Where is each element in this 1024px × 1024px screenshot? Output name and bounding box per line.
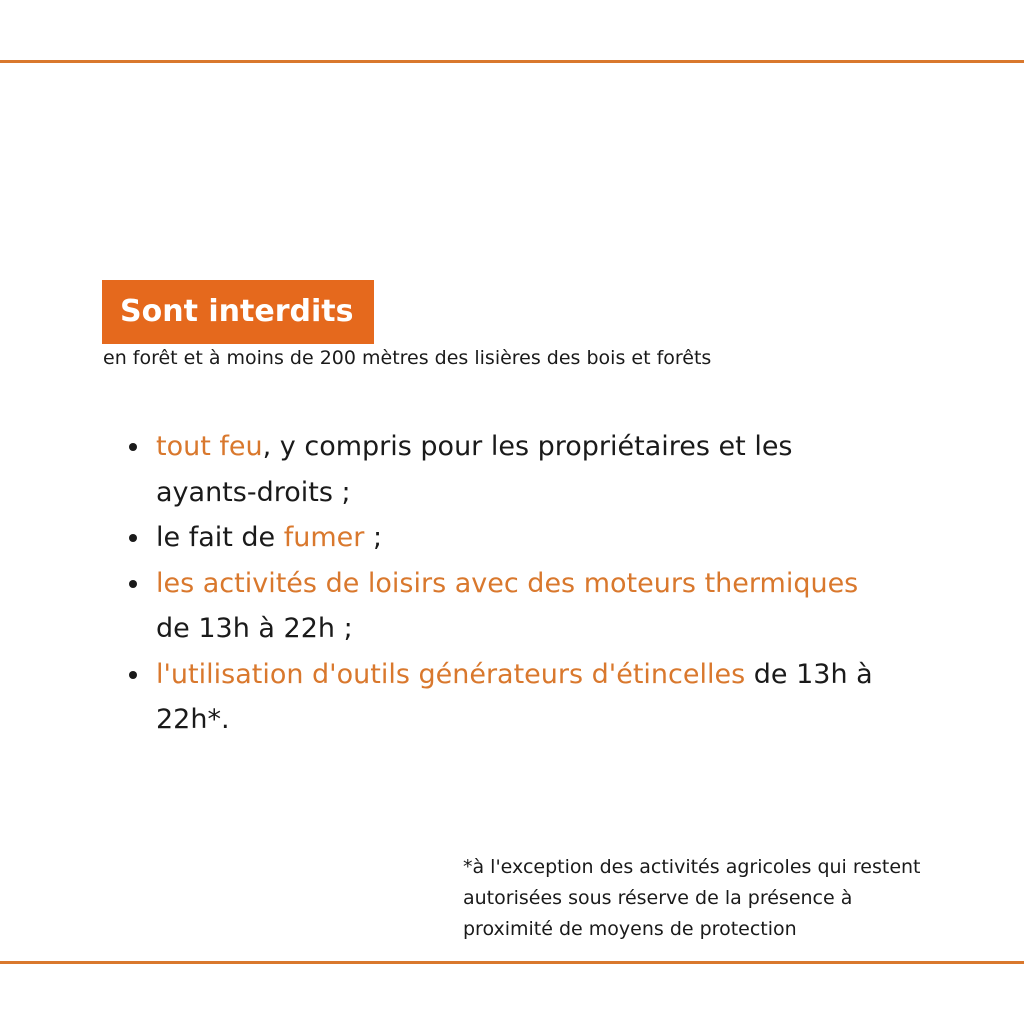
heading-badge bbox=[102, 280, 374, 344]
footnote-line: proximité de moyens de protection bbox=[463, 918, 797, 940]
item-text: , y compris pour les propriétaires et les ayants-droits ; bbox=[156, 431, 793, 508]
bullet-icon bbox=[129, 580, 137, 588]
bottom-divider bbox=[0, 961, 1024, 964]
footnote bbox=[463, 852, 1003, 945]
item-highlight: l'utilisation d'outils générateurs d'étincelles bbox=[156, 658, 746, 690]
list-item bbox=[120, 515, 900, 561]
list-item bbox=[120, 424, 900, 515]
item-text: de 13h à 22h ; bbox=[156, 613, 353, 644]
heading-title: Sont interdits bbox=[120, 294, 354, 329]
list-item bbox=[120, 561, 900, 652]
bullet-icon bbox=[129, 534, 137, 542]
item-text: ; bbox=[364, 522, 383, 553]
bullet-icon bbox=[129, 443, 137, 451]
top-divider bbox=[0, 60, 1024, 63]
footnote-line: *à l'exception des activités agricoles qui restent bbox=[463, 856, 921, 878]
item-text: de 13h à 22h*. bbox=[156, 658, 873, 735]
list-item bbox=[120, 652, 900, 743]
item-highlight: les activités de loisirs avec des moteurs thermiques bbox=[156, 567, 859, 599]
heading-subtitle: en forêt et à moins de 200 mètres des lisières des bois et forêts bbox=[103, 347, 712, 369]
prohibitions-list bbox=[120, 424, 900, 743]
bullet-icon bbox=[129, 671, 137, 679]
item-highlight: tout feu bbox=[156, 431, 263, 462]
item-prefix: le fait de bbox=[156, 522, 284, 553]
item-highlight: fumer bbox=[283, 522, 365, 553]
footnote-line: autorisées sous réserve de la présence à bbox=[463, 887, 853, 909]
